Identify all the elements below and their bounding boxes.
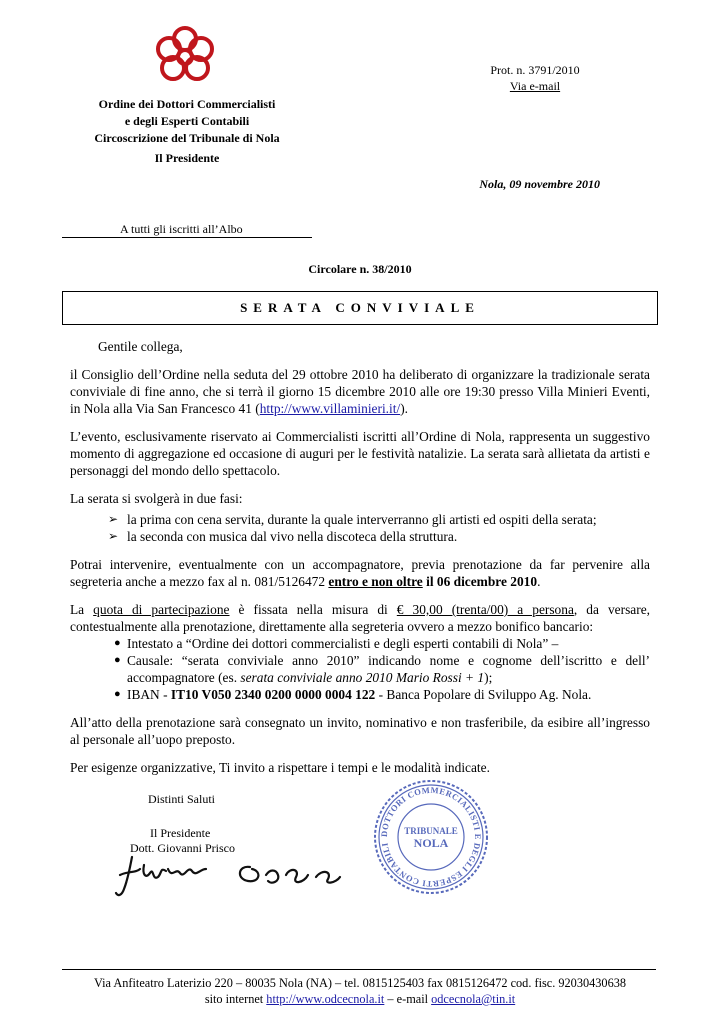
paragraph-text: Potrai intervenire, eventualmente con un accompagnatore, previa prenotazione da far pervenire alla segreteria anche a mezzo fax al n. 081/5126472: [70, 557, 650, 589]
email-link[interactable]: odcecnola@tin.it: [431, 992, 516, 1006]
deadline-emphasis: entro e non oltre: [328, 574, 423, 589]
paragraph-text: è fissata nella misura di: [229, 602, 397, 617]
paragraph-reservation: [70, 556, 650, 590]
villa-link[interactable]: http://www.villaminieri.it/: [259, 401, 401, 416]
iban-code: IT10 V050 2340 0200 0000 0004 122: [170, 687, 376, 702]
website-link[interactable]: http://www.odcecnola.it: [266, 992, 385, 1006]
circular-number: Circolare n. 38/2010: [308, 262, 412, 276]
delivery-method: Via e-mail: [509, 79, 561, 93]
list-item-text: IBAN -: [127, 687, 171, 702]
paragraph-invitation: All’atto della prenotazione sarà consegnato un invito, nominativo e non trasferibile, da esibire all’ingresso al personale all’uopo preposto.: [70, 715, 650, 747]
phases-list: [70, 511, 650, 545]
list-item: [70, 686, 650, 703]
footer-address: Via Anfiteatro Laterizio 220 – 80035 Nola (NA) – tel. 0815125403 fax 0815126472 cod. fisc. 92030430638: [93, 976, 627, 990]
list-item-text: Causale: “serata conviviale anno 2010” indicando nome e cognome dell’iscritto e dell’ accompagnatore (es.: [127, 653, 650, 685]
paragraph-phases-intro: La serata si svolgerà in due fasi:: [70, 491, 243, 506]
fee-label: quota di partecipazione: [93, 602, 230, 617]
signatory-name: Dott. Giovanni Prisco: [130, 841, 235, 855]
bullet-icon: ●: [114, 654, 121, 666]
list-item-text: );: [484, 670, 493, 685]
bullet-icon: ●: [114, 637, 121, 649]
list-item-text: Intestato a “Ordine dei dottori commercialisti e degli esperti contabili di Nola” –: [127, 636, 559, 651]
causale-example: serata conviviale anno 2010 Mario Rossi + 1: [240, 670, 485, 685]
payment-list: [70, 635, 650, 703]
org-line: e degli Esperti Contabili: [124, 114, 250, 128]
recipient: A tutti gli iscritti all’Albo: [120, 222, 243, 236]
footer-divider: [62, 969, 656, 970]
president-label: Il Presidente: [154, 151, 220, 165]
paragraph-text: , da versare, contestualmente alla prenotazione, direttamente alla segreteria ovvero a mezzo bonifico bancario:: [70, 602, 650, 634]
list-item-text: la prima con cena servita, durante la quale interverranno gli artisti ed ospiti della serata;: [127, 512, 597, 527]
closing-salutation: Distinti Saluti: [148, 792, 216, 806]
recipient-underline: [62, 237, 312, 238]
fee-amount: € 30,00 (trenta/00) a persona: [396, 602, 574, 617]
handwritten-signature: [110, 845, 350, 905]
org-line: Circoscrizione del Tribunale di Nola: [94, 131, 280, 145]
paragraph-event: [70, 366, 650, 417]
document-title: SERATA CONVIVIALE: [240, 300, 480, 315]
paragraph-text: .: [537, 574, 541, 589]
paragraph-fee: [70, 601, 650, 635]
stamp-ring-text: DOTTORI COMMERCIALISTI E DEGLI ESPERTI CONTABILI: [378, 784, 484, 890]
paragraph-closing: Per esigenze organizzative, Ti invito a rispettare i tempi e le modalità indicate.: [70, 760, 490, 775]
paragraph-text: La: [70, 602, 94, 617]
footer-contacts: [62, 991, 658, 1007]
list-item-text: la seconda con musica dal vivo nella discoteca della struttura.: [127, 529, 458, 544]
paragraph-description: L’evento, esclusivamente riservato ai Commercialisti iscritti all’Ordine di Nola, rappresenta un suggestivo momento di aggregazione ed occasione di auguri per le festività natalizie. La serata sarà allietata da artisti e personaggi del mondo dello spettacolo.: [70, 429, 650, 478]
footer-text: sito internet: [204, 992, 267, 1006]
bullet-icon: ●: [114, 688, 121, 700]
letter-body: [70, 338, 650, 787]
list-item-text: - Banca Popolare di Sviluppo Ag. Nola.: [375, 687, 592, 702]
title-box: [62, 291, 658, 325]
deadline-date: il 06 dicembre 2010: [422, 574, 538, 589]
letter-date: Nola, 09 novembre 2010: [479, 177, 600, 191]
footer-text: – e-mail: [384, 992, 432, 1006]
organization-name: [70, 96, 304, 167]
paragraph-text: ).: [400, 401, 408, 416]
list-item: [70, 528, 650, 545]
stamp-center-line1: TRIBUNALE: [404, 826, 458, 836]
greeting: Gentile collega,: [98, 339, 183, 354]
protocol-block: [470, 62, 600, 94]
list-item: [70, 511, 650, 528]
arrow-bullet-icon: ➢: [108, 512, 119, 526]
logo-icon: [150, 22, 220, 92]
list-item: [70, 635, 650, 652]
footer: [62, 975, 658, 1007]
signatory-role: Il Presidente: [150, 826, 211, 840]
list-item: [70, 652, 650, 686]
org-line: Ordine dei Dottori Commercialisti: [98, 97, 276, 111]
arrow-bullet-icon: ➢: [108, 529, 119, 543]
paragraph-text: il Consiglio dell’Ordine nella seduta del 29 ottobre 2010 ha deliberato di organizzare la tradizionale serata conviviale di fine anno, che si terrà il giorno 15 dicembre 2010 alle ore 19:30 presso Villa Minieri Eventi, in Nola alla Via San Francesco 41 (: [70, 367, 650, 416]
stamp-center-line2: NOLA: [413, 836, 449, 850]
official-stamp: [372, 778, 490, 896]
protocol-number: Prot. n. 3791/2010: [490, 63, 580, 77]
